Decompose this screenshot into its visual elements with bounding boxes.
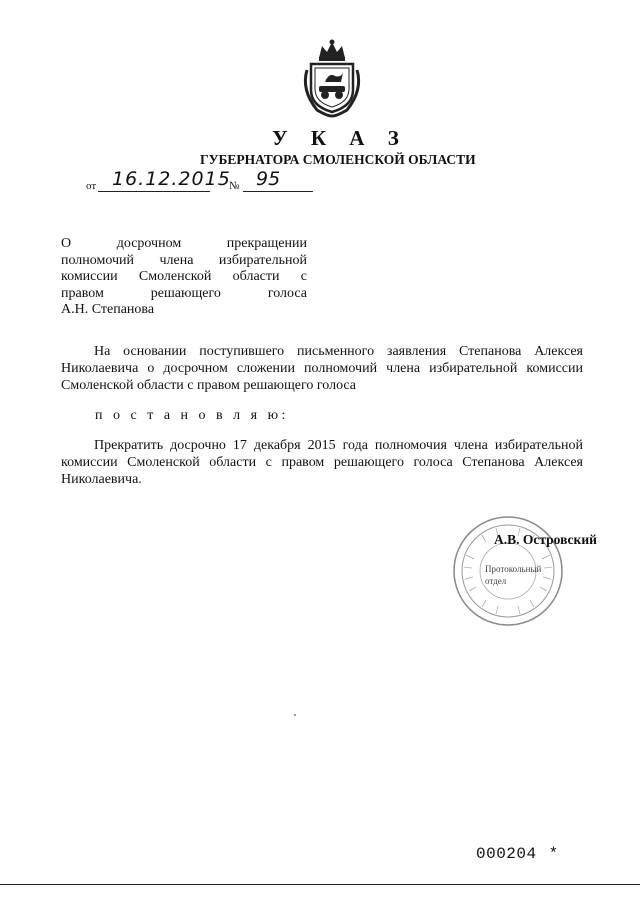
number-label: № bbox=[229, 180, 240, 192]
stamp-caption bbox=[485, 563, 555, 587]
document-code bbox=[476, 845, 559, 863]
document-code-number: 000204 bbox=[476, 845, 537, 863]
basis-paragraph bbox=[61, 343, 583, 394]
document-subtitle: ГУБЕРНАТОРА СМОЛЕНСКОЙ ОБЛАСТИ bbox=[200, 152, 476, 167]
dateline bbox=[86, 168, 316, 194]
subject-line: О досрочном прекращении bbox=[61, 236, 307, 251]
stamp-caption-line: Протокольный bbox=[485, 564, 542, 574]
document-code-mark: * bbox=[548, 845, 559, 863]
subject-block bbox=[61, 236, 307, 319]
order-paragraph bbox=[61, 437, 583, 488]
document-number: 95 bbox=[256, 168, 281, 190]
coat-of-arms-emblem bbox=[297, 38, 367, 118]
stamp-caption-line: отдел bbox=[485, 576, 507, 586]
document-title: У К А З bbox=[272, 126, 408, 150]
date-underline bbox=[98, 191, 210, 192]
order-paragraph-text: Прекратить досрочно 17 декабря 2015 года полномочия члена избирательной комиссии Смоленской области с правом решающего голоса Степанова Алексея Николаевича. bbox=[61, 438, 583, 487]
subject-line: А.Н. Степанова bbox=[61, 302, 155, 317]
scan-speck bbox=[294, 714, 296, 716]
subject-line: правом решающего голоса bbox=[61, 285, 307, 301]
signer-name: А.В. Островский bbox=[494, 532, 597, 547]
number-underline bbox=[243, 191, 313, 192]
date-prefix-label: от bbox=[86, 180, 97, 192]
subject-line: полномочий члена избирательной bbox=[61, 252, 307, 268]
subject-line: комиссии Смоленской области с bbox=[61, 269, 307, 284]
document-date: 16.12.2015 bbox=[112, 168, 231, 190]
page-bottom-rule bbox=[0, 884, 640, 885]
decree-word: п о с т а н о в л я ю: bbox=[95, 408, 289, 423]
basis-paragraph-text: На основании поступившего письменного заявления Степанова Алексея Николаевича о досрочном сложении полномочий члена избирательной комиссии Смоленской области с правом решающего голоса bbox=[61, 344, 583, 393]
